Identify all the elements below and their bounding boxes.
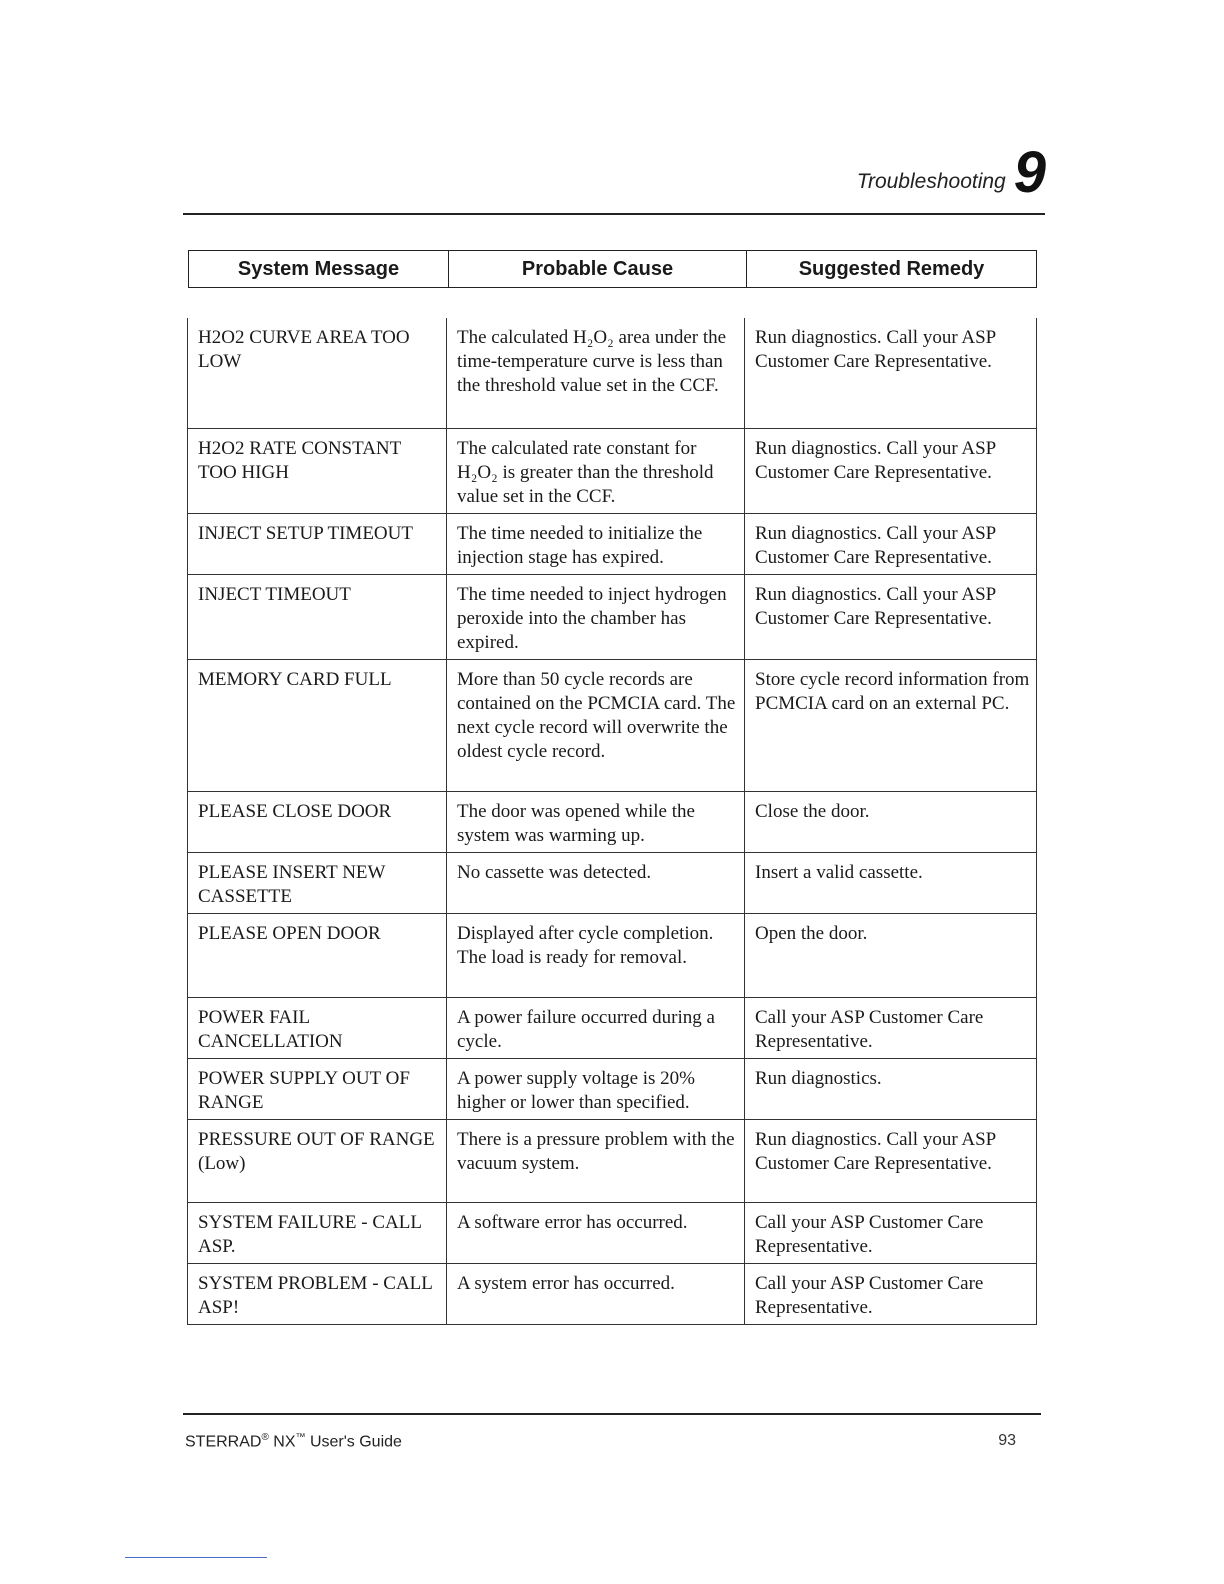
- table-row: [188, 1119, 1037, 1202]
- suggested-remedy-cell: Run diagnostics.: [745, 1058, 1037, 1119]
- table-row: [188, 1263, 1037, 1324]
- suggested-remedy-cell: Run diagnostics. Call your ASP Customer Care Representative.: [745, 1119, 1037, 1202]
- system-message-cell: PLEASE CLOSE DOOR: [188, 791, 447, 852]
- table-row: [188, 1058, 1037, 1119]
- table-row: [188, 852, 1037, 913]
- system-message-cell: PLEASE INSERT NEW CASSETTE: [188, 852, 447, 913]
- scan-artifact-line: [125, 1557, 267, 1558]
- suggested-remedy-cell: Open the door.: [745, 913, 1037, 997]
- system-message-cell: SYSTEM PROBLEM - CALL ASP!: [188, 1263, 447, 1324]
- system-message-cell: PLEASE OPEN DOOR: [188, 913, 447, 997]
- system-message-cell: SYSTEM FAILURE - CALL ASP.: [188, 1202, 447, 1263]
- suggested-remedy-cell: Insert a valid cassette.: [745, 852, 1037, 913]
- probable-cause-cell: More than 50 cycle records are contained on the PCMCIA card. The next cycle record will overwrite the oldest cycle record.: [447, 659, 745, 791]
- footer-product: NX: [268, 1433, 296, 1451]
- system-message-cell: POWER SUPPLY OUT OF RANGE: [188, 1058, 447, 1119]
- table-row: [188, 913, 1037, 997]
- probable-cause-cell: A software error has occurred.: [447, 1202, 745, 1263]
- system-message-cell: PRESSURE OUT OF RANGE (Low): [188, 1119, 447, 1202]
- column-header-suggested-remedy: Suggested Remedy: [798, 257, 985, 280]
- system-message-cell: INJECT TIMEOUT: [188, 574, 447, 659]
- table-row: [188, 428, 1037, 513]
- suggested-remedy-cell: Call your ASP Customer Care Representative.: [745, 997, 1037, 1058]
- footer-suffix: User's Guide: [305, 1433, 402, 1451]
- chapter-number: 9: [1013, 140, 1046, 205]
- suggested-remedy-cell: Run diagnostics. Call your ASP Customer Care Representative.: [745, 513, 1037, 574]
- column-header-row: [188, 250, 1037, 288]
- probable-cause-cell: Displayed after cycle completion. The load is ready for removal.: [447, 913, 745, 997]
- table-row: [188, 1202, 1037, 1263]
- probable-cause-cell: The door was opened while the system was warming up.: [447, 791, 745, 852]
- trademark-mark: ™: [295, 1432, 306, 1443]
- suggested-remedy-cell: Run diagnostics. Call your ASP Customer Care Representative.: [745, 574, 1037, 659]
- suggested-remedy-cell: Store cycle record information from PCMCIA card on an external PC.: [745, 659, 1037, 791]
- system-message-cell: MEMORY CARD FULL: [188, 659, 447, 791]
- system-message-cell: H2O2 RATE CONSTANT TOO HIGH: [188, 428, 447, 513]
- footer-rule: [183, 1413, 1041, 1415]
- header-rule: [183, 213, 1045, 215]
- suggested-remedy-cell: Call your ASP Customer Care Representative.: [745, 1263, 1037, 1324]
- table-row: [188, 659, 1037, 791]
- column-header-probable-cause: Probable Cause: [449, 251, 747, 287]
- probable-cause-cell: A power supply voltage is 20% higher or lower than specified.: [447, 1058, 745, 1119]
- suggested-remedy-cell: Run diagnostics. Call your ASP Customer Care Representative.: [745, 428, 1037, 513]
- probable-cause-cell: There is a pressure problem with the vacuum system.: [447, 1119, 745, 1202]
- suggested-remedy-cell: Call your ASP Customer Care Representative.: [745, 1202, 1037, 1263]
- probable-cause-cell: The calculated rate constant for H₂O₂ is greater than the threshold value set in the CCF.: [447, 428, 745, 513]
- page-header: [856, 132, 1046, 205]
- column-header-system-message: System Message: [189, 251, 449, 287]
- table-row: [188, 574, 1037, 659]
- footer-brand: STERRAD: [185, 1433, 262, 1451]
- table-row: [188, 997, 1037, 1058]
- probable-cause-cell: A power failure occurred during a cycle.: [447, 997, 745, 1058]
- system-message-cell: H2O2 CURVE AREA TOO LOW: [188, 318, 447, 428]
- suggested-remedy-cell: Run diagnostics. Call your ASP Customer Care Representative.: [745, 318, 1037, 428]
- probable-cause-cell: The time needed to inject hydrogen peroxide into the chamber has expired.: [447, 574, 745, 659]
- page-number: 93: [998, 1432, 1016, 1449]
- header-title: Troubleshooting: [856, 170, 1006, 193]
- probable-cause-cell: A system error has occurred.: [447, 1263, 745, 1324]
- table-row: [188, 791, 1037, 852]
- system-message-cell: INJECT SETUP TIMEOUT: [188, 513, 447, 574]
- table-row: [188, 513, 1037, 574]
- probable-cause-cell: The time needed to initialize the injection stage has expired.: [447, 513, 745, 574]
- table-row: [188, 318, 1037, 428]
- footer-document-title: [185, 1432, 402, 1451]
- system-message-cell: POWER FAIL CANCELLATION: [188, 997, 447, 1058]
- troubleshooting-table: [187, 318, 1037, 1325]
- probable-cause-cell: The calculated H₂O₂ area under the time-temperature curve is less than the threshold value set in the CCF.: [447, 318, 745, 428]
- registered-mark: ®: [261, 1432, 269, 1443]
- probable-cause-cell: No cassette was detected.: [447, 852, 745, 913]
- suggested-remedy-cell: Close the door.: [745, 791, 1037, 852]
